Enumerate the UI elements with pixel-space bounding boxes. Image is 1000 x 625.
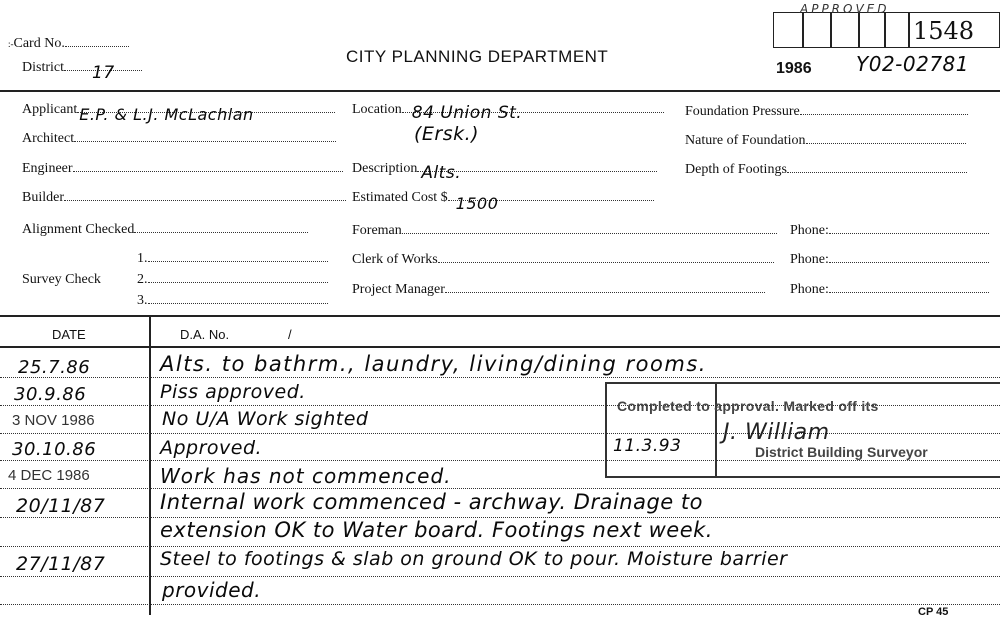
- project-manager-field: [352, 282, 765, 298]
- year-label: 1986: [776, 60, 812, 77]
- da-no-header: D.A. No.: [180, 327, 230, 342]
- alignment-label: Alignment Checked: [22, 222, 135, 237]
- log-entry-text: Internal work commenced - archway. Drainage to: [160, 490, 703, 514]
- log-date: 27/11/87: [16, 553, 106, 575]
- approved-stamp-text: APPROVED: [800, 2, 890, 16]
- stamp-signature: J. William: [723, 420, 830, 445]
- log-date: 3 NOV 1986: [12, 412, 95, 429]
- depth-of-footings-field: [685, 162, 967, 178]
- card-number: 1548: [913, 17, 975, 45]
- project-manager-label: Project Manager: [352, 282, 445, 297]
- foundation-pressure-field: [685, 104, 968, 120]
- form-code: CP 45: [918, 606, 949, 618]
- clerk-of-works-field: [352, 252, 774, 268]
- log-entry-text: Approved.: [160, 437, 263, 459]
- district-field: [22, 60, 142, 83]
- stamp-date: 11.3.93: [613, 436, 682, 456]
- phone-label: Phone:: [790, 252, 829, 267]
- engineer-field: [22, 161, 343, 177]
- estimated-cost-label: Estimated Cost $: [352, 190, 448, 205]
- da-no-value: /: [288, 327, 292, 342]
- applicant-field: [22, 102, 335, 124]
- card-no-label: Card No.: [13, 36, 65, 51]
- date-column-header: DATE: [52, 327, 86, 342]
- completion-stamp: [605, 382, 1000, 478]
- applicant-value: E.P. & L.J. McLachlan: [79, 105, 254, 124]
- pm-phone-field: [790, 282, 989, 298]
- survey-check-2: 2.: [137, 272, 328, 288]
- log-entry-text: Alts. to bathrm., laundry, living/dining rooms.: [160, 352, 707, 376]
- log-date: 30.10.86: [12, 439, 97, 460]
- reference-number: Y02-02781: [856, 52, 970, 76]
- foundation-pressure-label: Foundation Pressure: [685, 104, 800, 119]
- phone-label: Phone:: [790, 223, 829, 238]
- foreman-phone-field: [790, 223, 989, 239]
- stamp-surveyor-text: District Building Surveyor: [755, 444, 928, 460]
- log-entry-text: Piss approved.: [160, 381, 306, 403]
- architect-field: [22, 131, 336, 147]
- nature-of-foundation-field: [685, 133, 966, 149]
- description-label: Description: [352, 161, 418, 176]
- description-field: [352, 161, 657, 183]
- architect-label: Architect: [22, 131, 75, 146]
- log-entry-text: provided.: [162, 578, 262, 602]
- log-date: 30.9.86: [14, 384, 87, 405]
- log-entry-text: Work has not commenced.: [160, 464, 452, 488]
- alignment-field: [22, 222, 308, 238]
- page-title: CITY PLANNING DEPARTMENT: [346, 47, 609, 66]
- foreman-field: [352, 223, 777, 239]
- survey-check-1: 1.: [137, 251, 328, 267]
- location-value: 84 Union St.: [411, 103, 523, 123]
- card-no-field: :-Card No.: [8, 36, 129, 52]
- location-field: [352, 102, 664, 123]
- applicant-label: Applicant: [22, 102, 78, 117]
- phone-label: Phone:: [790, 282, 829, 297]
- builder-field: [22, 190, 346, 206]
- estimated-cost-value: 1500: [455, 194, 499, 213]
- survey-check-label: Survey Check: [22, 272, 101, 287]
- estimated-cost-field: [352, 190, 654, 213]
- log-date: 20/11/87: [16, 495, 106, 517]
- depth-of-footings-label: Depth of Footings: [685, 162, 787, 177]
- log-date: 25.7.86: [18, 357, 91, 378]
- location-label: Location: [352, 102, 402, 117]
- location-value-line2: (Ersk.): [414, 123, 480, 145]
- clerk-phone-field: [790, 252, 989, 268]
- district-value: 17: [92, 63, 115, 83]
- nature-of-foundation-label: Nature of Foundation: [685, 133, 806, 148]
- log-entry-text: Steel to footings & slab on ground OK to pour. Moisture barrier: [160, 548, 788, 570]
- engineer-label: Engineer: [22, 161, 73, 176]
- description-value: Alts.: [421, 163, 462, 183]
- builder-label: Builder: [22, 190, 64, 205]
- clerk-of-works-label: Clerk of Works: [352, 252, 438, 267]
- survey-check-3: 3.: [137, 293, 328, 309]
- log-entry-text: extension OK to Water board. Footings next week.: [160, 518, 713, 542]
- district-label: District: [22, 60, 64, 75]
- log-date: 4 DEC 1986: [8, 467, 90, 484]
- log-entry-text: No U/A Work sighted: [162, 408, 369, 430]
- foreman-label: Foreman: [352, 223, 402, 238]
- stamp-completed-text: Completed to approval. Marked off its: [617, 398, 879, 414]
